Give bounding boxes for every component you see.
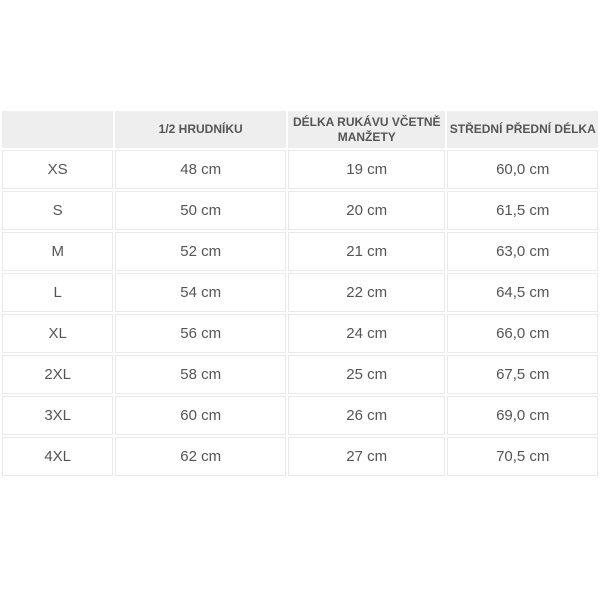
sleeve-length-cell: 26 cm [288,396,446,435]
size-cell: 4XL [2,437,113,476]
size-cell: 3XL [2,396,113,435]
size-chart-table [0,109,600,478]
table-row [2,191,598,230]
table-row [2,273,598,312]
sleeve-length-cell: 21 cm [288,232,446,271]
table-row [2,396,598,435]
header-sleeve-length: DÉLKA RUKÁVU VČETNĚ MANŽETY [288,111,446,148]
header-front-length: STŘEDNÍ PŘEDNÍ DÉLKA [447,111,598,148]
sleeve-length-cell: 27 cm [288,437,446,476]
front-length-cell: 63,0 cm [447,232,598,271]
table-row [2,437,598,476]
table-row [2,314,598,353]
header-size [2,111,113,148]
table-row [2,150,598,189]
half-chest-cell: 56 cm [115,314,286,353]
front-length-cell: 61,5 cm [447,191,598,230]
size-cell: XS [2,150,113,189]
size-cell: 2XL [2,355,113,394]
sleeve-length-cell: 22 cm [288,273,446,312]
table-row [2,232,598,271]
size-cell: XL [2,314,113,353]
front-length-cell: 60,0 cm [447,150,598,189]
half-chest-cell: 52 cm [115,232,286,271]
size-cell: L [2,273,113,312]
table-row [2,355,598,394]
half-chest-cell: 50 cm [115,191,286,230]
half-chest-cell: 58 cm [115,355,286,394]
half-chest-cell: 54 cm [115,273,286,312]
table-header [2,111,598,148]
sleeve-length-cell: 25 cm [288,355,446,394]
front-length-cell: 67,5 cm [447,355,598,394]
sleeve-length-cell: 24 cm [288,314,446,353]
front-length-cell: 69,0 cm [447,396,598,435]
half-chest-cell: 48 cm [115,150,286,189]
half-chest-cell: 62 cm [115,437,286,476]
half-chest-cell: 60 cm [115,396,286,435]
header-half-chest: 1/2 HRUDNÍKU [115,111,286,148]
front-length-cell: 66,0 cm [447,314,598,353]
sleeve-length-cell: 20 cm [288,191,446,230]
front-length-cell: 64,5 cm [447,273,598,312]
table-body [2,150,598,476]
front-length-cell: 70,5 cm [447,437,598,476]
header-row [2,111,598,148]
size-cell: M [2,232,113,271]
size-cell: S [2,191,113,230]
sleeve-length-cell: 19 cm [288,150,446,189]
